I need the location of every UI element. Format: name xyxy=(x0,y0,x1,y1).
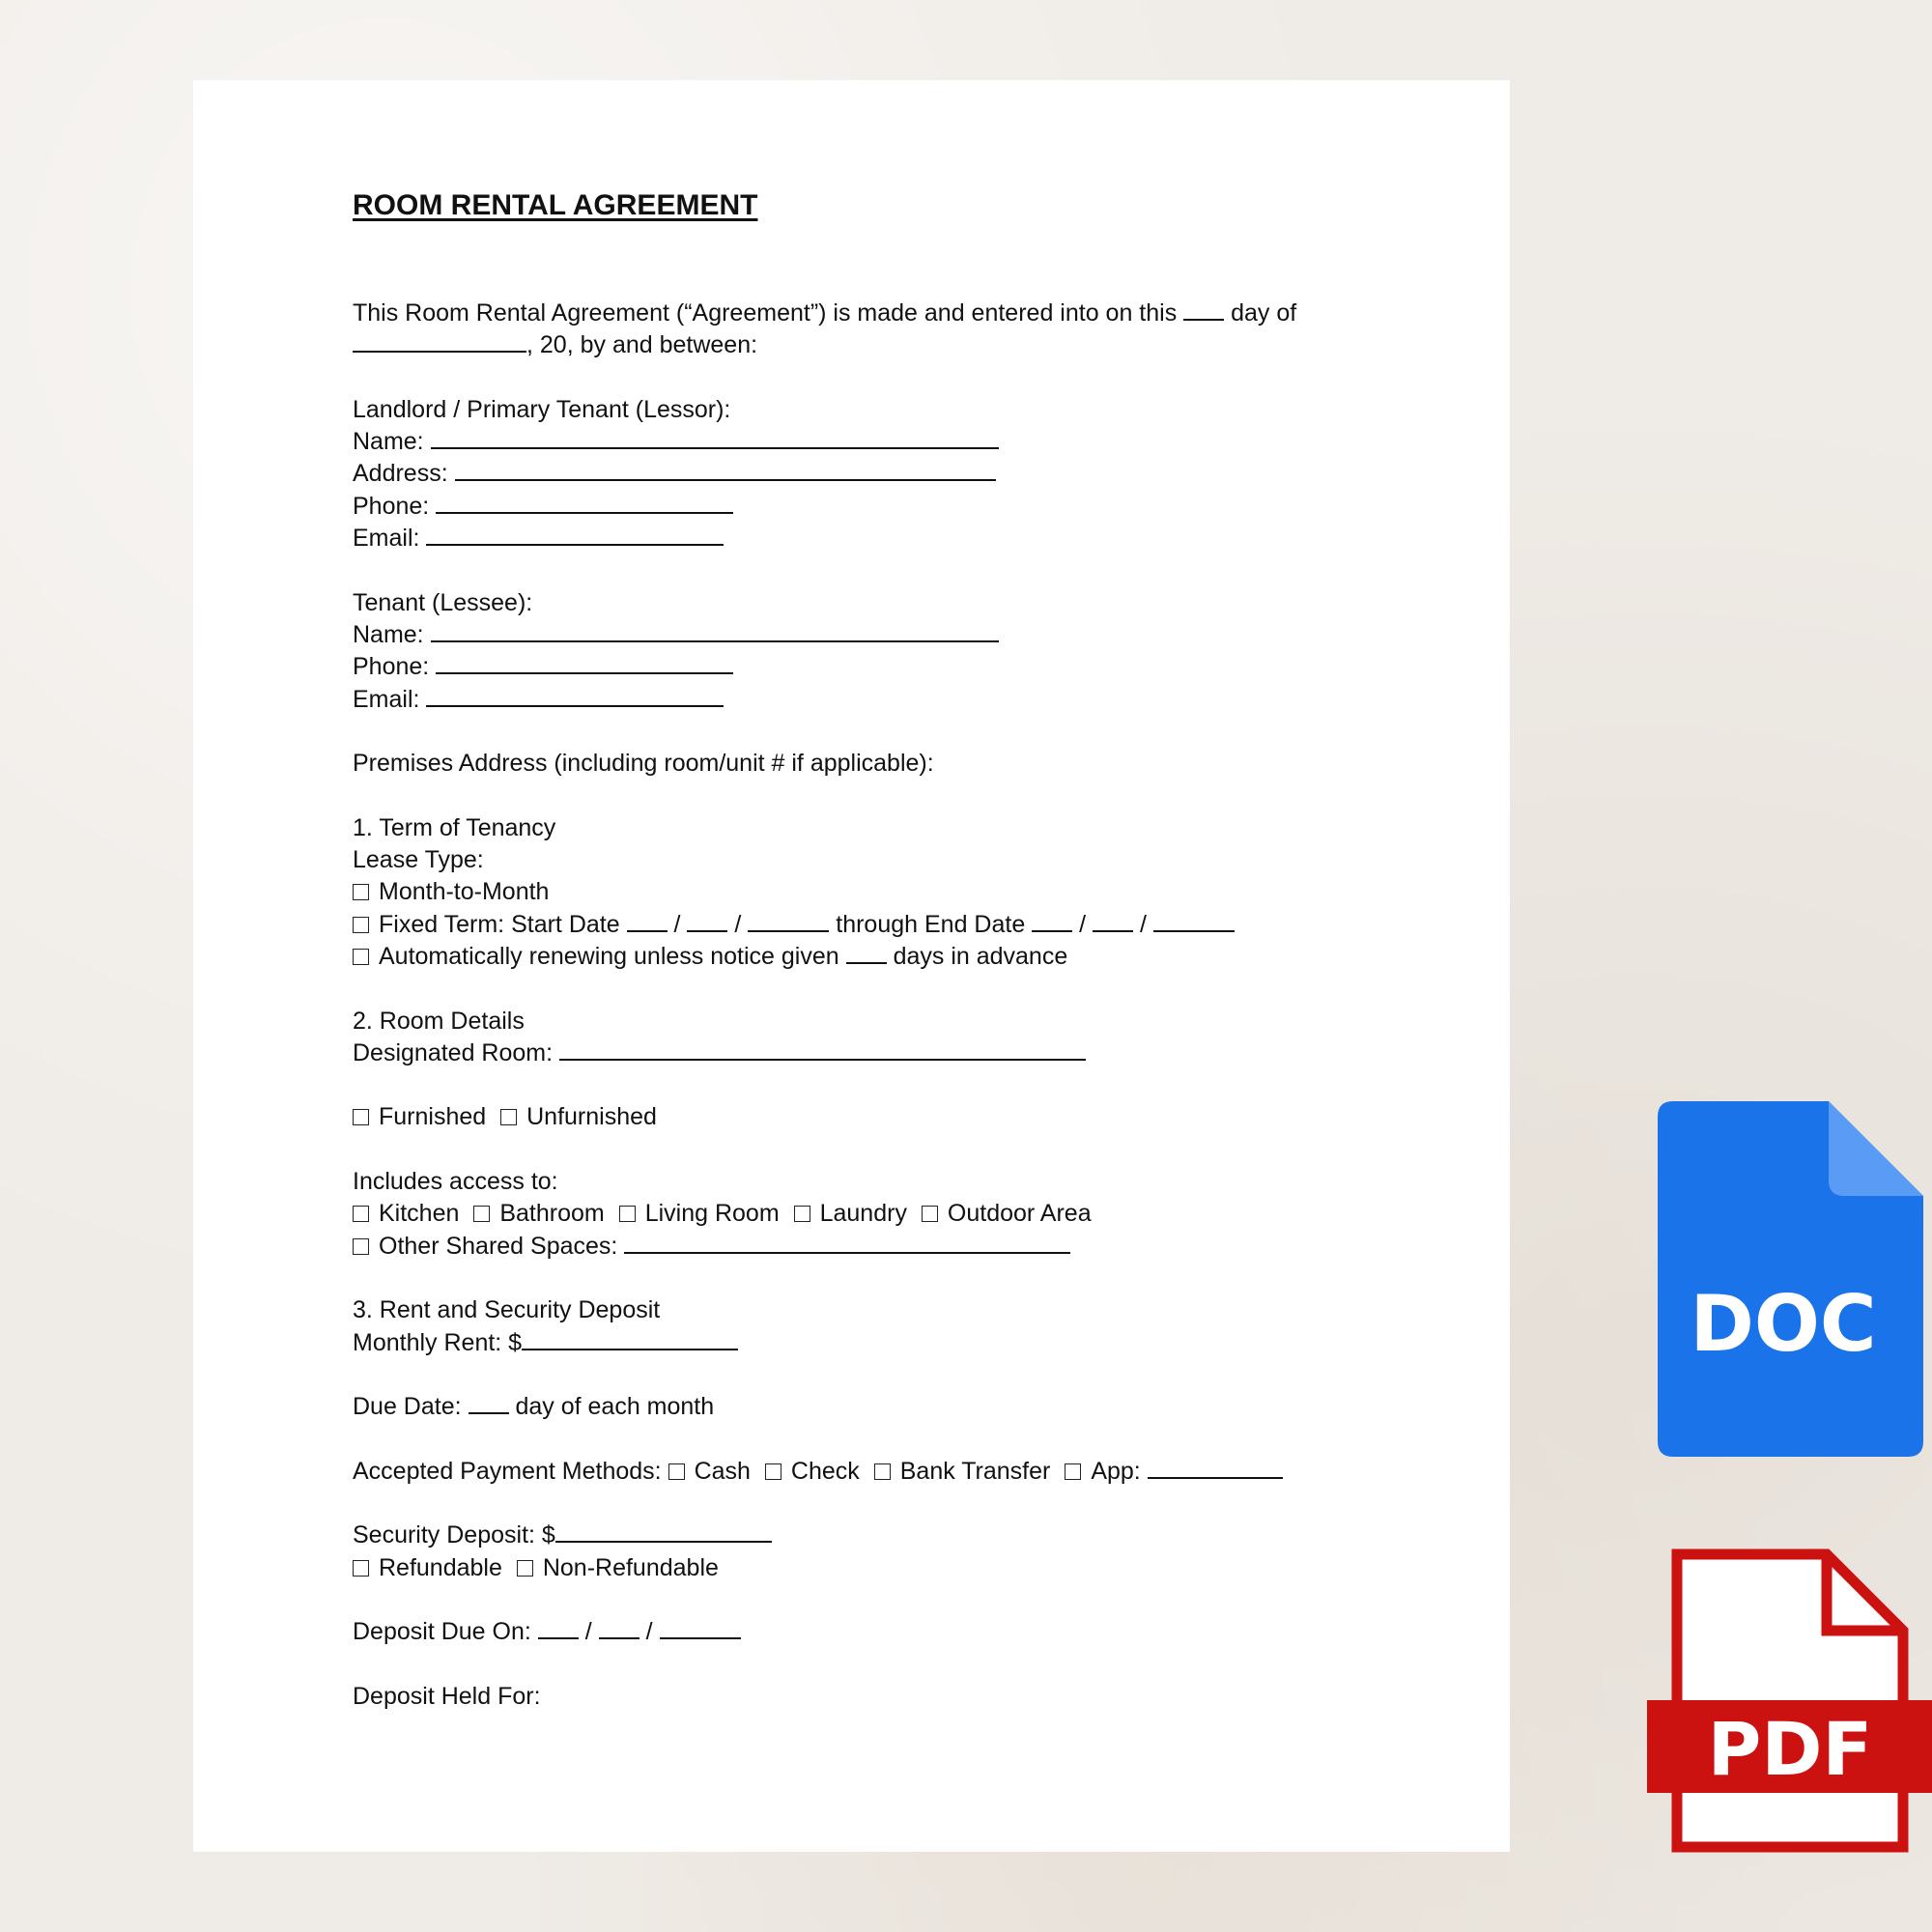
end-month-blank[interactable] xyxy=(1032,909,1072,932)
furnished-label: Furnished xyxy=(379,1103,487,1131)
deposit-due-label: Deposit Due On: xyxy=(353,1618,531,1646)
access-options-row xyxy=(353,1198,1415,1230)
deposit-month-blank[interactable] xyxy=(538,1616,579,1639)
start-month-blank[interactable] xyxy=(627,909,668,932)
date-slash: / xyxy=(673,910,681,938)
access-heading: Includes access to: xyxy=(353,1168,558,1196)
month-to-month-label: Month-to-Month xyxy=(379,878,550,906)
laundry-label: Laundry xyxy=(819,1200,907,1228)
auto-renew-option[interactable] xyxy=(353,941,1415,973)
end-date-label: through End Date xyxy=(836,910,1026,938)
intro-line-1 xyxy=(353,298,1415,329)
security-deposit-field[interactable] xyxy=(555,1520,772,1543)
end-day-blank[interactable] xyxy=(1093,909,1133,932)
unfurnished-label: Unfurnished xyxy=(526,1103,657,1131)
outdoor-label: Outdoor Area xyxy=(947,1200,1092,1228)
auto-renew-suffix: days in advance xyxy=(893,942,1068,970)
deposit-day-blank[interactable] xyxy=(599,1616,639,1639)
date-slash: / xyxy=(1079,910,1087,938)
bathroom-checkbox[interactable] xyxy=(473,1206,490,1222)
landlord-name-label: Name: xyxy=(353,428,424,456)
notice-days-blank[interactable] xyxy=(846,941,887,964)
cash-checkbox[interactable] xyxy=(668,1463,685,1480)
auto-renew-label: Automatically renewing unless notice given xyxy=(379,942,839,970)
landlord-email-row xyxy=(353,523,1415,554)
intro-text-c: , 20, by and between: xyxy=(526,331,758,359)
tenant-email-row xyxy=(353,684,1415,716)
due-day-blank[interactable] xyxy=(469,1391,509,1414)
security-deposit-label: Security Deposit: $ xyxy=(353,1521,555,1549)
bathroom-label: Bathroom xyxy=(499,1200,605,1228)
designated-room-field[interactable] xyxy=(559,1037,1086,1061)
date-slash: / xyxy=(1140,910,1147,938)
tenant-phone-field[interactable] xyxy=(436,651,733,674)
landlord-email-field[interactable] xyxy=(426,523,724,546)
fixed-term-checkbox[interactable] xyxy=(353,917,369,933)
pdf-file-icon xyxy=(1647,1548,1932,1853)
bank-transfer-label: Bank Transfer xyxy=(899,1457,1051,1485)
tenant-heading: Tenant (Lessee): xyxy=(353,588,533,616)
check-checkbox[interactable] xyxy=(765,1463,781,1480)
landlord-address-field[interactable] xyxy=(455,458,996,481)
tenant-name-field[interactable] xyxy=(431,619,999,642)
due-date-row xyxy=(353,1391,1415,1423)
intro-line-2 xyxy=(353,329,1415,361)
check-label: Check xyxy=(790,1457,860,1485)
other-spaces-label: Other Shared Spaces: xyxy=(379,1232,618,1260)
monthly-rent-label: Monthly Rent: $ xyxy=(353,1328,523,1356)
security-deposit-row xyxy=(353,1520,1415,1551)
app-checkbox[interactable] xyxy=(1065,1463,1081,1480)
unfurnished-checkbox[interactable] xyxy=(500,1109,517,1125)
refundable-row xyxy=(353,1552,1415,1584)
fixed-term-label: Fixed Term: Start Date xyxy=(379,910,620,938)
intro-text-b: day of xyxy=(1231,299,1297,327)
furnishing-row xyxy=(353,1101,1415,1133)
other-spaces-checkbox[interactable] xyxy=(353,1238,369,1255)
term-heading: 1. Term of Tenancy xyxy=(353,813,556,841)
start-year-blank[interactable] xyxy=(748,909,829,932)
fixed-term-option[interactable] xyxy=(353,909,1415,941)
living-room-checkbox[interactable] xyxy=(619,1206,636,1222)
tenant-name-label: Name: xyxy=(353,620,424,648)
month-to-month-checkbox[interactable] xyxy=(353,884,369,900)
cash-label: Cash xyxy=(694,1457,751,1485)
deposit-due-row xyxy=(353,1616,1415,1648)
lease-type-label: Lease Type: xyxy=(353,846,484,874)
landlord-phone-label: Phone: xyxy=(353,492,430,520)
tenant-name-row xyxy=(353,619,1415,651)
date-slash: / xyxy=(645,1618,653,1646)
month-to-month-option[interactable] xyxy=(353,876,1415,908)
document-page xyxy=(193,80,1510,1852)
outdoor-checkbox[interactable] xyxy=(922,1206,938,1222)
furnished-checkbox[interactable] xyxy=(353,1109,369,1125)
monthly-rent-row xyxy=(353,1327,1415,1359)
landlord-phone-row xyxy=(353,491,1415,523)
landlord-email-label: Email: xyxy=(353,525,420,553)
doc-label: DOC xyxy=(1690,1279,1877,1369)
landlord-address-row xyxy=(353,458,1415,490)
non-refundable-label: Non-Refundable xyxy=(542,1553,719,1581)
bank-transfer-checkbox[interactable] xyxy=(874,1463,891,1480)
laundry-checkbox[interactable] xyxy=(794,1206,810,1222)
app-field[interactable] xyxy=(1148,1456,1283,1479)
landlord-phone-field[interactable] xyxy=(436,491,733,514)
room-heading: 2. Room Details xyxy=(353,1007,525,1035)
living-room-label: Living Room xyxy=(644,1200,780,1228)
tenant-email-field[interactable] xyxy=(426,684,724,707)
premises-label: Premises Address (including room/unit # if applicable): xyxy=(353,750,934,778)
tenant-phone-label: Phone: xyxy=(353,653,430,681)
kitchen-label: Kitchen xyxy=(379,1200,460,1228)
deposit-year-blank[interactable] xyxy=(660,1616,741,1639)
refundable-checkbox[interactable] xyxy=(353,1560,369,1577)
monthly-rent-field[interactable] xyxy=(522,1327,738,1350)
intro-text-a: This Room Rental Agreement (“Agreement”) is made and entered into on this xyxy=(353,299,1178,327)
doc-file-fold xyxy=(1829,1101,1923,1196)
auto-renew-checkbox[interactable] xyxy=(353,949,369,965)
tenant-email-label: Email: xyxy=(353,685,420,713)
designated-room-row xyxy=(353,1037,1415,1069)
designated-room-label: Designated Room: xyxy=(353,1038,554,1066)
document-title: ROOM RENTAL AGREEMENT xyxy=(353,189,758,221)
date-slash: / xyxy=(584,1618,592,1646)
doc-file-icon xyxy=(1658,1101,1923,1457)
document-content xyxy=(353,191,1415,1713)
month-blank[interactable] xyxy=(353,329,526,353)
deposit-held-label: Deposit Held For: xyxy=(353,1682,541,1710)
refundable-label: Refundable xyxy=(379,1553,502,1581)
end-year-blank[interactable] xyxy=(1153,909,1235,932)
non-refundable-checkbox[interactable] xyxy=(517,1560,533,1577)
start-day-blank[interactable] xyxy=(687,909,727,932)
other-spaces-field[interactable] xyxy=(624,1231,1070,1254)
rent-heading: 3. Rent and Security Deposit xyxy=(353,1296,661,1324)
day-blank[interactable] xyxy=(1183,298,1224,321)
other-spaces-row xyxy=(353,1231,1415,1263)
landlord-name-field[interactable] xyxy=(431,426,999,449)
app-label: App: xyxy=(1091,1457,1141,1485)
payment-methods-row xyxy=(353,1456,1415,1488)
landlord-heading: Landlord / Primary Tenant (Lessor): xyxy=(353,395,731,423)
landlord-address-label: Address: xyxy=(353,460,448,488)
tenant-phone-row xyxy=(353,651,1415,683)
due-date-suffix: day of each month xyxy=(515,1393,715,1421)
date-slash: / xyxy=(734,910,742,938)
landlord-name-row xyxy=(353,426,1415,458)
kitchen-checkbox[interactable] xyxy=(353,1206,369,1222)
pdf-label: PDF xyxy=(1707,1706,1873,1792)
due-date-label: Due Date: xyxy=(353,1393,462,1421)
payment-methods-label: Accepted Payment Methods: xyxy=(353,1457,662,1485)
